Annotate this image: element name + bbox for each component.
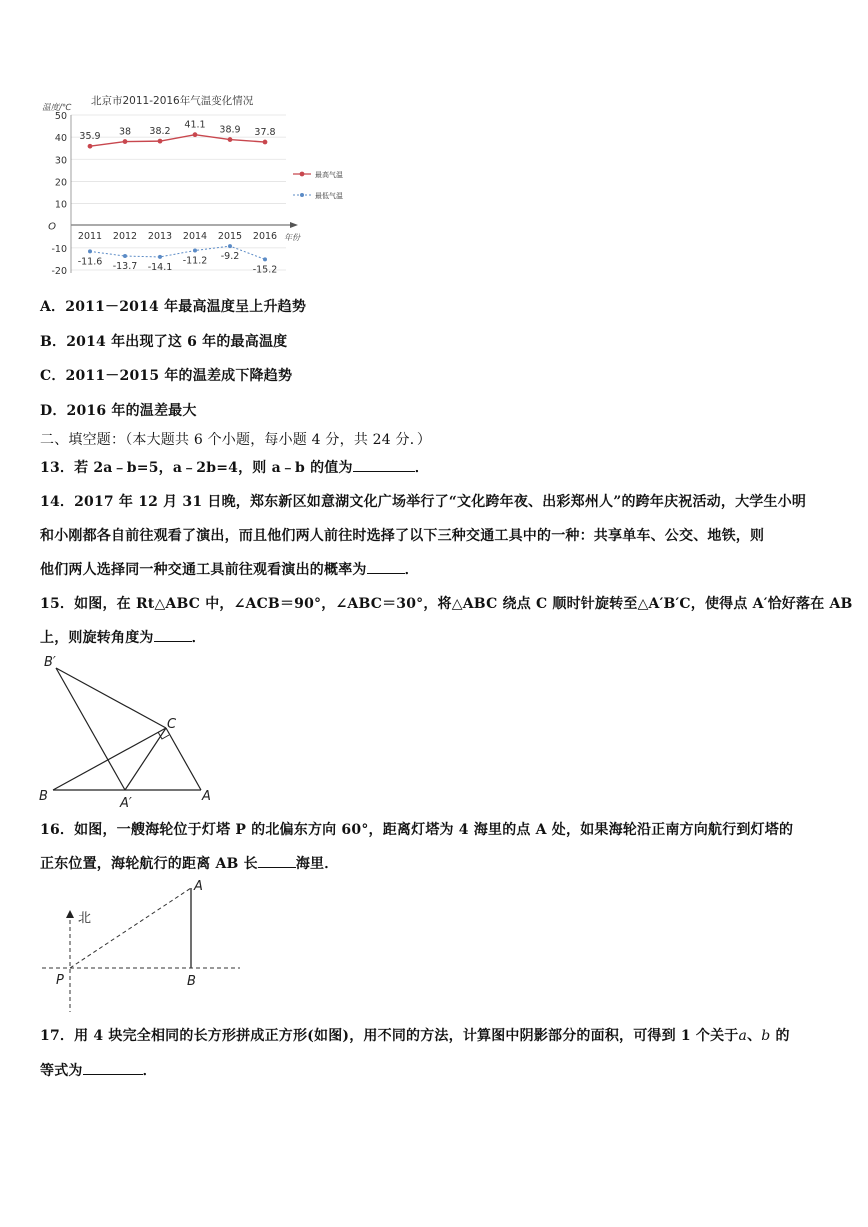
y-tick-label: -20	[51, 266, 67, 277]
x-tick-label: 2013	[147, 231, 173, 242]
series-line	[90, 135, 265, 147]
answer-blank-17[interactable]	[83, 1060, 143, 1075]
segment-b-c	[53, 728, 166, 790]
data-label: 35.9	[79, 131, 101, 143]
question-17-end: ．	[142, 1063, 157, 1079]
temperature-line-chart	[36, 88, 376, 278]
data-point	[263, 257, 267, 261]
y-tick-label: 10	[54, 199, 67, 211]
x-tick-label: 2016	[252, 231, 278, 242]
x-tick-label: 2012	[112, 231, 138, 242]
question-15-text: 上，则旋转角度为	[40, 630, 154, 646]
question-17-line-1	[40, 1025, 790, 1045]
question-14-end: ．	[404, 562, 419, 578]
question-16-line-2	[40, 853, 338, 873]
data-point	[158, 139, 163, 144]
data-point	[193, 132, 198, 137]
x-tick-label: 2011	[77, 231, 103, 242]
question-17-line-2-text: 等式为	[40, 1063, 83, 1079]
label-b: B	[39, 789, 48, 804]
y-tick-label: 20	[54, 177, 67, 189]
data-point	[263, 140, 268, 145]
answer-blank-13[interactable]	[353, 457, 415, 472]
data-label: -11.6	[77, 256, 103, 268]
x-tick-labels	[78, 231, 277, 242]
x-tick-label: 2015	[217, 231, 243, 242]
option-a: A．2011－2014 年最高温度呈上升趋势	[40, 299, 307, 315]
data-point	[123, 139, 128, 144]
segment-c-a	[166, 728, 201, 790]
variable-a: a	[738, 1028, 748, 1044]
data-point	[88, 249, 92, 253]
question-13-text: 13．若 2a﹣b=5，a﹣2b=4，则 a﹣b 的值为	[40, 460, 353, 476]
legend-marker-low	[300, 193, 304, 197]
variable-b: b	[761, 1028, 771, 1044]
legend-marker-high	[300, 172, 305, 177]
data-label: 38.2	[149, 126, 171, 138]
question-17-text: 17．用 4 块完全相同的长方形拼成正方形(如图)，用不同的方法，计算图中阴影部分的面积，可得到 1 个关于	[40, 1028, 739, 1044]
lighthouse-bearing-figure	[36, 876, 256, 1016]
chart-title: 北京市2011-2016年气温变化情况	[91, 95, 254, 107]
question-16-line-1: 16．如图，一艘海轮位于灯塔 P 的北偏东方向 60°，距离灯塔为 4 海里的点 A 处，如果海轮沿正南方向航行到灯塔的	[40, 822, 794, 838]
data-point	[88, 144, 93, 149]
data-label: -15.2	[252, 264, 278, 276]
legend-label-low: 最低气温	[315, 192, 343, 200]
x-tick-label: 2014	[182, 231, 208, 242]
data-label: -13.7	[112, 261, 138, 273]
y-tick-label: 40	[54, 133, 67, 145]
segment-p-a	[70, 888, 191, 968]
y-tick-label: O	[48, 221, 56, 233]
data-label: 37.8	[254, 127, 276, 139]
label-c: C	[167, 717, 177, 732]
x-axis-label: 年份	[284, 233, 300, 242]
triangle-rotation-figure	[36, 650, 236, 810]
legend-label-high: 最高气温	[315, 171, 343, 179]
y-tick-label: 30	[54, 155, 67, 167]
option-b: B．2014 年出现了这 6 年的最高温度	[40, 334, 288, 350]
section-heading-fill-in: 二、填空题：（本大题共 6 个小题，每小题 4 分，共 24 分．）	[40, 432, 432, 448]
question-17-line-2	[40, 1060, 157, 1080]
question-14-line-2: 和小刚都各自前往观看了演出，而且他们两人前往时选择了以下三种交通工具中的一种：共享单车、公交、地铁，则	[40, 528, 765, 544]
data-point	[158, 255, 162, 259]
y-tick-label: 50	[54, 111, 67, 122]
data-point	[228, 244, 232, 248]
option-c: C．2011－2015 年的温差成下降趋势	[40, 368, 293, 384]
answer-blank-14[interactable]	[367, 559, 405, 574]
north-arrow-icon	[66, 910, 74, 918]
y-tick-labels	[48, 111, 67, 277]
data-label: -9.2	[220, 251, 240, 263]
answer-blank-15[interactable]	[154, 627, 192, 642]
y-axis-label: 温度/℃	[42, 103, 72, 113]
question-15-end: ．	[191, 630, 206, 646]
answer-blank-16[interactable]	[258, 853, 296, 868]
data-label: 38.9	[219, 124, 241, 136]
label-a: A	[202, 789, 211, 804]
x-axis-arrow	[290, 222, 298, 228]
label-north: 北	[78, 911, 92, 926]
label-a-prime: A′	[120, 796, 132, 810]
data-label: -11.2	[182, 255, 208, 267]
question-17-tail: 的	[775, 1028, 790, 1044]
data-label: -14.1	[147, 261, 173, 273]
question-14-text: 他们两人选择同一种交通工具前往观看演出的概率为	[40, 562, 367, 578]
label-b-prime: B′	[44, 655, 56, 670]
label-a: A	[194, 879, 203, 894]
data-point	[123, 254, 127, 258]
option-d: D．2016 年的温差最大	[40, 403, 197, 419]
data-label: 38	[118, 126, 132, 138]
data-point	[193, 249, 197, 253]
y-tick-label: -10	[51, 243, 67, 255]
question-17-sep: 、	[747, 1028, 762, 1044]
label-b: B	[187, 974, 196, 989]
question-16-end: 海里．	[295, 856, 339, 872]
chart-legend	[293, 170, 343, 200]
question-13	[40, 457, 429, 477]
question-14-line-1: 14．2017 年 12 月 31 日晚，郑东新区如意湖文化广场举行了“文化跨年夜、出彩郑州人”的跨年庆祝活动，大学生小明	[40, 494, 807, 510]
question-16-text: 正东位置，海轮航行的距离 AB 长	[40, 856, 258, 872]
question-15-line-1: 15．如图，在 Rt△ABC 中，∠ACB＝90°，∠ABC＝30°，将△ABC 绕点 C 顺时针旋转至△A′B′C，使得点 A′恰好落在 AB	[40, 596, 853, 612]
data-point	[228, 137, 233, 142]
question-15-line-2	[40, 627, 206, 647]
chart-series	[78, 120, 278, 276]
segment-aprime-c	[125, 728, 166, 790]
question-13-end: ．	[414, 460, 429, 476]
question-14-line-3	[40, 559, 419, 579]
label-p: P	[56, 973, 64, 988]
data-label: 41.1	[184, 119, 206, 131]
